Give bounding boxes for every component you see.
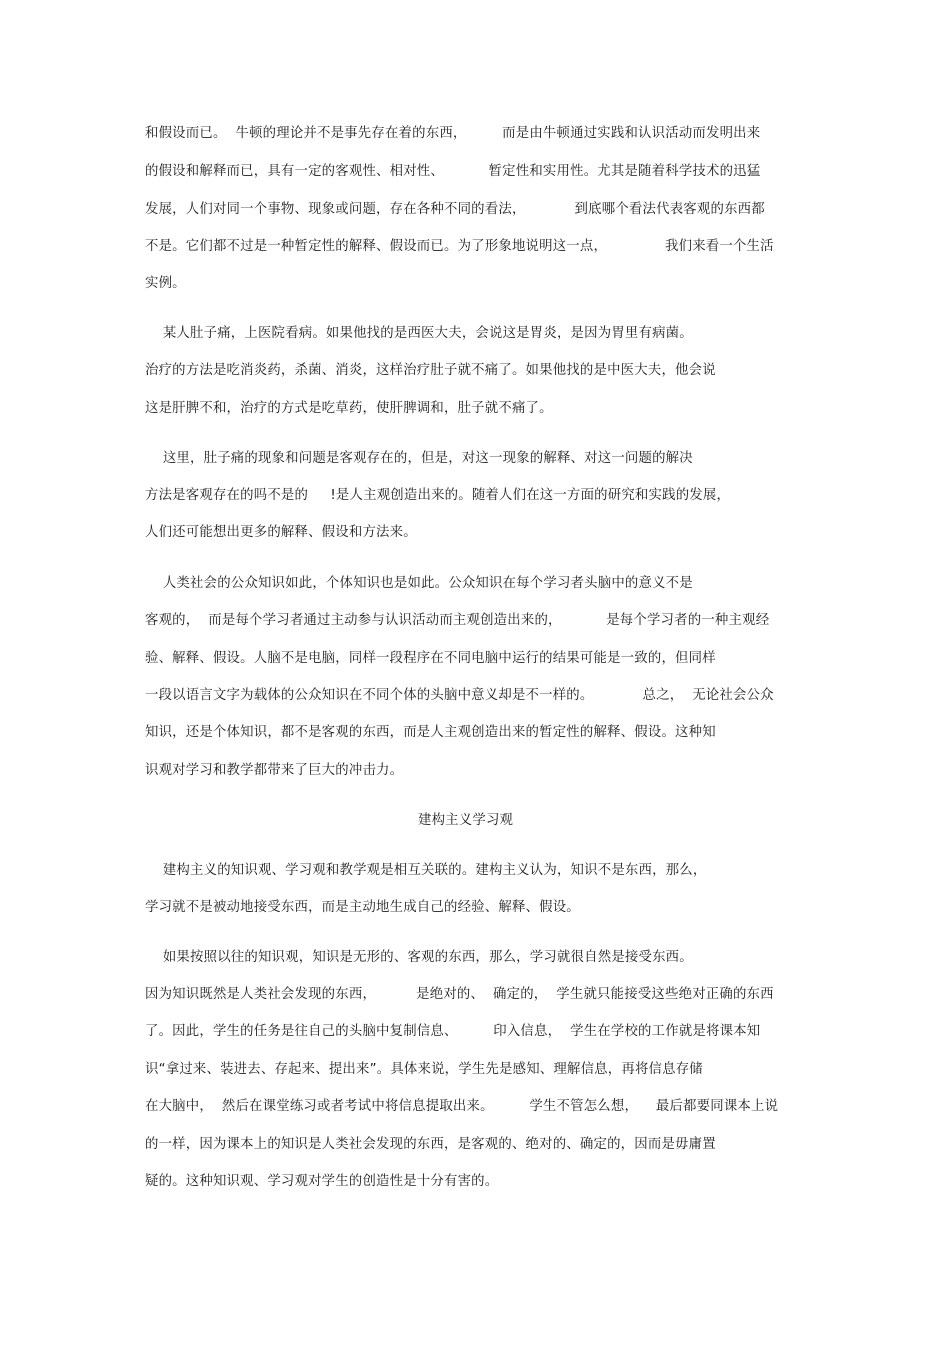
body-text-line: 的假设和解释而已，具有一定的客观性、相对性、 暂定性和实用性。尤其是随着科学技术的迅猛	[145, 164, 761, 179]
body-text-line: 如果按照以往的知识观，知识是无形的、客观的东西，那么，学习就很自然是接受东西。	[145, 950, 693, 965]
body-text-line: 识观对学习和教学都带来了巨大的冲击力。	[145, 763, 404, 778]
body-text-line: 了。因此，学生的任务是往自己的头脑中复制信息、 印入信息， 学生在学校的工作就是将课本知	[145, 1024, 761, 1039]
section-heading: 建构主义学习观	[418, 813, 514, 828]
body-text-line: 治疗的方法是吃消炎药，杀菌、消炎，这样治疗肚子就不痛了。如果他找的是中医大夫，他会说	[145, 363, 716, 378]
body-text-line: 疑的。这种知识观、学习观对学生的创造性是十分有害的。	[145, 1174, 499, 1189]
body-text-line: 客观的， 而是每个学习者通过主动参与认识活动而主观创造出来的， 是每个学习者的一种主观经	[145, 613, 770, 628]
body-text-line: 一段以语言文字为载体的公众知识在不同个体的头脑中意义却是不一样的。 总之， 无论社会公众	[145, 688, 774, 703]
body-text-line: 在大脑中， 然后在课堂练习或者考试中将信息提取出来。 学生不管怎么想， 最后都要同课本上说	[145, 1099, 779, 1114]
body-text-line: 和假设而已。 牛顿的理论并不是事先存在着的东西， 而是由牛顿通过实践和认识活动而发明出来	[145, 126, 761, 141]
body-text-line: 学习就不是被动地接受东西，而是主动地生成自己的经验、解释、假设。	[145, 900, 580, 915]
body-text-line: 发展，人们对同一个事物、现象或问题，存在各种不同的看法， 到底哪个看法代表客观的东西都	[145, 202, 765, 217]
body-text-line: 实例。	[145, 276, 186, 291]
body-text-line: 验、解释、假设。人脑不是电脑，同样一段程序在不同电脑中运行的结果可能是一致的，但同样	[145, 651, 716, 666]
body-text-line: 识“拿过来、装进去、存起来、提出来”。具体来说，学生先是感知、理解信息，再将信息存储	[145, 1062, 703, 1077]
body-text-line: 这是肝脾不和，治疗的方式是吃草药，使肝脾调和，肚子就不痛了。	[145, 401, 553, 416]
body-text-line: 因为知识既然是人类社会发现的东西， 是绝对的、 确定的， 学生就只能接受这些绝对正确的东西	[145, 987, 774, 1002]
body-text-line: 建构主义的知识观、学习观和教学观是相互关联的。建构主义认为，知识不是东西，那么，	[145, 863, 707, 878]
body-text-line: 方法是客观存在的吗不是的 !是人主观创造出来的。随着人们在这一方面的研究和实践的发展，	[145, 488, 731, 503]
body-text-line: 人类社会的公众知识如此，个体知识也是如此。公众知识在每个学习者头脑中的意义不是	[145, 576, 693, 591]
body-text-line: 知识，还是个体知识，都不是客观的东西，而是人主观创造出来的暂定性的解释、假设。这种知	[145, 725, 716, 740]
body-text-line: 的一样，因为课本上的知识是人类社会发现的东西，是客观的、绝对的、确定的，因而是毋庸置	[145, 1137, 716, 1152]
body-text-line: 这里，肚子痛的现象和问题是客观存在的，但是，对这一现象的解释、对这一问题的解决	[145, 451, 693, 466]
body-text-line: 某人肚子痛，上医院看病。如果他找的是西医大夫，会说这是胃炎，是因为胃里有病菌。	[145, 326, 693, 341]
body-text-line: 不是。它们都不过是一种暂定性的解释、假设而已。为了形象地说明这一点， 我们来看一个生活	[145, 239, 774, 254]
body-text-line: 人们还可能想出更多的解释、假设和方法来。	[145, 525, 417, 540]
